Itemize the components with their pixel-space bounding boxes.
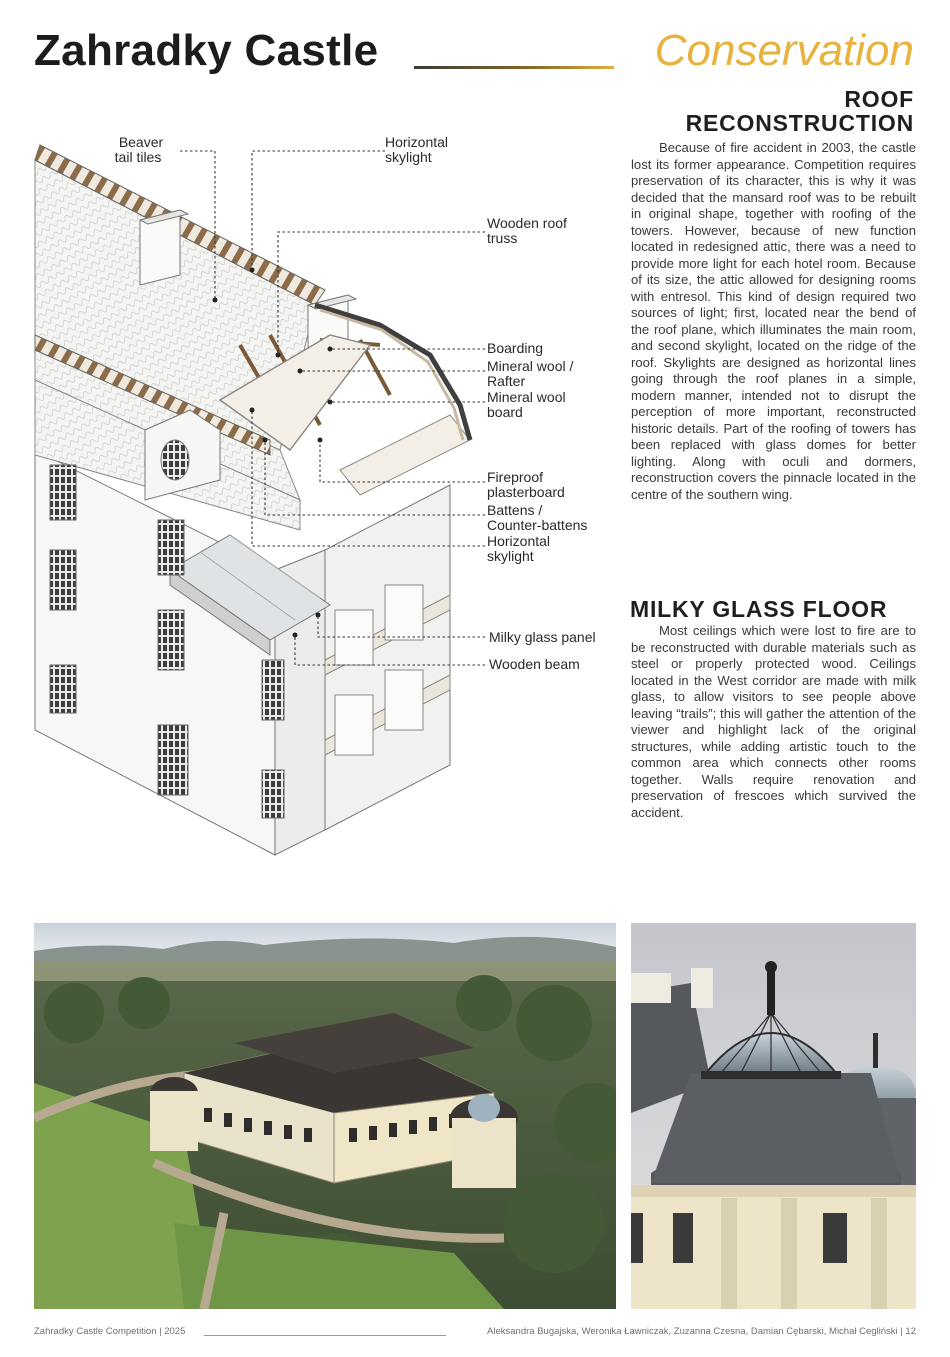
label-horizontal-skylight-bottom <box>487 534 550 564</box>
label-fireproof-line1: Fireproof <box>487 469 544 485</box>
label-truss-line2: truss <box>487 230 518 246</box>
label-battens-line2: Counter-battens <box>487 517 588 533</box>
roof-heading-line2: RECONSTRUCTION <box>685 110 914 136</box>
label-fireproof-plasterboard <box>487 470 565 500</box>
roof-heading-line1: ROOF <box>844 86 914 112</box>
label-horizontal-skylight-top <box>385 135 448 165</box>
label-beaver-tail-tiles <box>116 135 166 165</box>
glass-dome-rendering <box>631 923 916 1309</box>
label-skylight-bottom-line2: skylight <box>487 548 534 564</box>
label-wooden-beam: Wooden beam <box>489 656 580 672</box>
footer-authors-page: Aleksandra Bugajska, Weronika Ławniczak, Zuzanna Czesna, Damian Cębarski, Michał Cegliński | 12 <box>487 1326 916 1337</box>
milky-glass-floor-text: Most ceilings which were lost to fire are to be reconstructed with durable materials such as steel or properly protected wood. Ceilings located in the West corridor are made with milk glass, to allow visitors to see people above leaving “trails”; this will gather the attention of the viewer and highlight lack of the original structures, while adding artistic touch to the common area which connects other rooms together. Walls require renovation and preservation of frescoes which survived the accident. <box>631 623 916 820</box>
label-boarding: Boarding <box>487 340 544 356</box>
label-wool-rafter-line1: Mineral wool / <box>487 358 574 374</box>
page-title: Zahradky Castle <box>34 26 379 75</box>
label-battens-line1: Battens / <box>487 502 543 518</box>
page-footer <box>34 1326 916 1340</box>
label-mineral-wool-board <box>487 390 566 420</box>
page-subtitle: Conservation <box>654 26 914 75</box>
aerial-castle-rendering <box>34 923 616 1309</box>
label-skylight-bottom-line1: Horizontal <box>487 533 551 549</box>
label-milky-glass-panel: Milky glass panel <box>489 629 596 645</box>
label-beaver-line1: Beaver <box>118 134 164 150</box>
footer-competition: Zahradky Castle Competition | 2025 <box>34 1326 186 1337</box>
label-fireproof-line2: plasterboard <box>487 484 565 500</box>
label-wool-board-line2: board <box>487 404 523 420</box>
roof-reconstruction-heading <box>614 87 914 135</box>
label-mineral-wool-rafter <box>487 359 573 389</box>
title-divider <box>414 66 614 69</box>
label-battens-counter-battens <box>487 503 587 533</box>
footer-divider <box>204 1335 446 1336</box>
label-beaver-line2: tail tiles <box>114 149 162 165</box>
label-wool-rafter-line2: Rafter <box>487 373 526 389</box>
label-wooden-roof-truss <box>487 216 567 246</box>
roof-reconstruction-text: Because of fire accident in 2003, the castle lost its former appearance. Competition requires preservation of its character, this is why it was decided that the mansard roof was to be rebuilt in original shape, together with roofing of the towers. However, because of new function located in redesigned attic, there was a need to provide more light for each hotel room. Because of its size, the attic allowed for designing rooms with entresol. This kind of design required two sources of light; first, located near the bend of the roof plane, which illuminates the main room, and second skylight, located on the ridge of the roof. Skylights are designed as horizontal lines going through the roof planes in a simple, modern manner, intended not to disrupt the perception of more important, reconstructed historic details. Part of the roofing of towers has been replaced with glass domes for better lighting. Along with oculi and dormers, reconstruction covers the pinnacle located in the centre of the southern wing. <box>631 140 916 502</box>
milky-glass-floor-heading: MILKY GLASS FLOOR <box>630 596 888 622</box>
label-skylight-top-line1: Horizontal <box>385 134 449 150</box>
label-wool-board-line1: Mineral wool <box>487 389 566 405</box>
label-truss-line1: Wooden roof <box>487 215 567 231</box>
label-skylight-top-line2: skylight <box>385 149 432 165</box>
